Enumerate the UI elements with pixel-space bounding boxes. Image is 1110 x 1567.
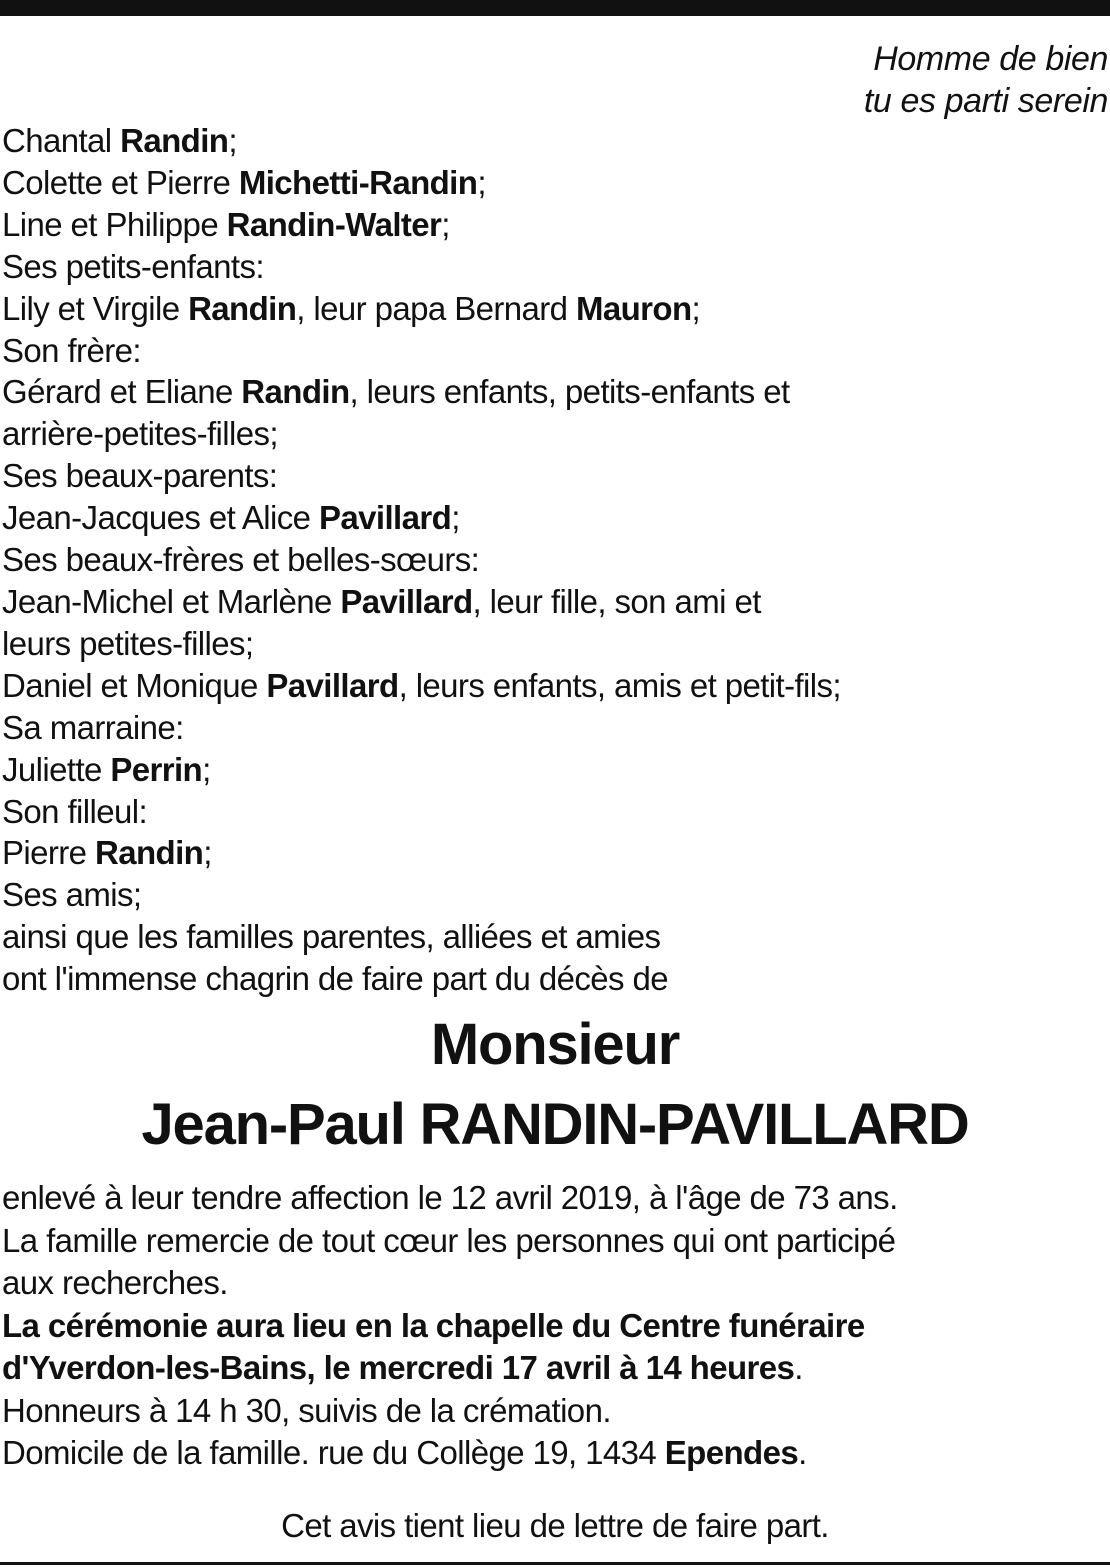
text-segment: , leur fille, son ami et (472, 582, 761, 620)
text-line (2, 1262, 898, 1305)
text-segment: Jean-Jacques et Alice (2, 499, 319, 537)
text-line (2, 330, 841, 372)
text-line (2, 832, 841, 874)
deceased-name: Jean-Paul RANDIN-PAVILLARD (141, 1092, 969, 1157)
text-segment: ont l'immense chagrin de faire part du décès de (2, 960, 668, 998)
text-line (2, 1305, 898, 1348)
text-segment: ; (441, 205, 450, 243)
text-line (2, 916, 841, 958)
text-segment: Ses petits-enfants: (2, 247, 264, 285)
bold-name: Randin (188, 289, 297, 327)
text-line (2, 1347, 898, 1390)
bold-name: Mauron (575, 289, 692, 327)
text-line (2, 371, 841, 413)
text-segment: Colette et Pierre (2, 163, 239, 201)
text-segment: ; (202, 750, 211, 788)
text-segment: , leurs enfants, amis et petit-fils; (398, 666, 841, 704)
text-segment: Daniel et Monique (2, 666, 267, 704)
text-segment: La famille remercie de tout cœur les personnes qui ont participé (2, 1221, 896, 1259)
text-segment: Line et Philippe (2, 205, 227, 243)
text-segment: ; (691, 289, 701, 327)
epigraph-line: tu es parti serein (863, 82, 1108, 120)
text-segment: ; (203, 834, 212, 872)
text-segment: Pierre (2, 834, 95, 872)
text-line (2, 204, 841, 246)
text-segment: aux recherches. (2, 1264, 228, 1301)
bold-name: d'Yverdon-les-Bains, le mercredi 17 avril à 14 heures (2, 1349, 795, 1386)
text-segment: . (798, 1434, 807, 1471)
bold-name: La cérémonie aura lieu en la chapelle du Centre funéraire (2, 1306, 865, 1344)
text-line (2, 120, 841, 162)
text-segment: ; (477, 163, 486, 201)
text-line (2, 1177, 898, 1220)
text-segment: Chantal (2, 122, 121, 159)
bold-name: Randin (120, 122, 229, 159)
text-segment: , leur papa Bernard (296, 289, 576, 327)
text-segment: arrière-petites-filles; (2, 415, 278, 453)
epigraph-line: Homme de bien (873, 40, 1108, 78)
text-segment: Son filleul: (2, 792, 148, 830)
text-segment: ; (228, 122, 237, 159)
bold-name: Pavillard (340, 582, 473, 620)
footer-note: Cet avis tient lieu de lettre de faire part. (281, 1507, 829, 1544)
bottom-border (0, 1562, 1110, 1565)
text-segment: Lily et Virgile (2, 289, 189, 327)
bold-name: Michetti-Randin (238, 163, 478, 201)
text-segment: Juliette (2, 750, 111, 788)
text-line (2, 162, 841, 204)
family-list (2, 120, 841, 1000)
text-line (2, 581, 841, 623)
bold-name: Randin (95, 834, 204, 872)
text-segment: Ses beaux-frères et belles-sœurs: (2, 541, 480, 579)
bold-name: Randin-Walter (226, 205, 442, 243)
text-line (2, 1220, 898, 1263)
text-line (2, 665, 841, 707)
text-line (2, 455, 841, 497)
text-line (2, 539, 841, 581)
text-segment: Honneurs à 14 h 30, suivis de la crémation. (2, 1391, 611, 1429)
bold-name: Pavillard (319, 499, 452, 537)
text-line (2, 623, 841, 665)
text-segment: Domicile de la famille. rue du Collège 19, 1434 (2, 1434, 665, 1471)
text-line (2, 497, 841, 539)
text-line (2, 791, 841, 833)
text-line (2, 288, 841, 330)
epigraph (864, 38, 1108, 122)
text-line (2, 246, 841, 288)
text-segment: Ses amis; (2, 876, 142, 914)
deceased-honorific: Monsieur (430, 1012, 680, 1077)
text-segment: . (794, 1349, 803, 1386)
text-segment: Son frère: (2, 331, 141, 369)
text-segment: Gérard et Eliane (2, 373, 242, 411)
text-segment: ainsi que les familles parentes, alliées et amies (2, 918, 661, 956)
text-segment: Jean-Michel et Marlène (2, 582, 341, 620)
text-line (2, 707, 841, 749)
bold-name: Pavillard (266, 666, 399, 704)
text-line (2, 958, 841, 1000)
ceremony-details (2, 1177, 898, 1475)
bold-name: Randin (241, 373, 350, 411)
top-border (0, 0, 1110, 16)
text-segment: ; (451, 499, 460, 537)
text-segment: Ses beaux-parents: (2, 457, 278, 495)
text-segment: , leurs enfants, petits-enfants et (349, 373, 790, 411)
deceased-announcement (0, 1005, 1110, 1165)
text-line (2, 1432, 898, 1475)
text-line (2, 413, 841, 455)
text-line (2, 749, 841, 791)
bold-name: Perrin (110, 750, 203, 788)
text-line (2, 874, 841, 916)
text-segment: enlevé à leur tendre affection le 12 avril 2019, à l'âge de 73 ans. (2, 1179, 898, 1216)
bold-name: Ependes (664, 1434, 799, 1471)
text-line (2, 1390, 898, 1433)
text-segment: Sa marraine: (2, 708, 184, 746)
text-segment: leurs petites-filles; (2, 624, 254, 662)
